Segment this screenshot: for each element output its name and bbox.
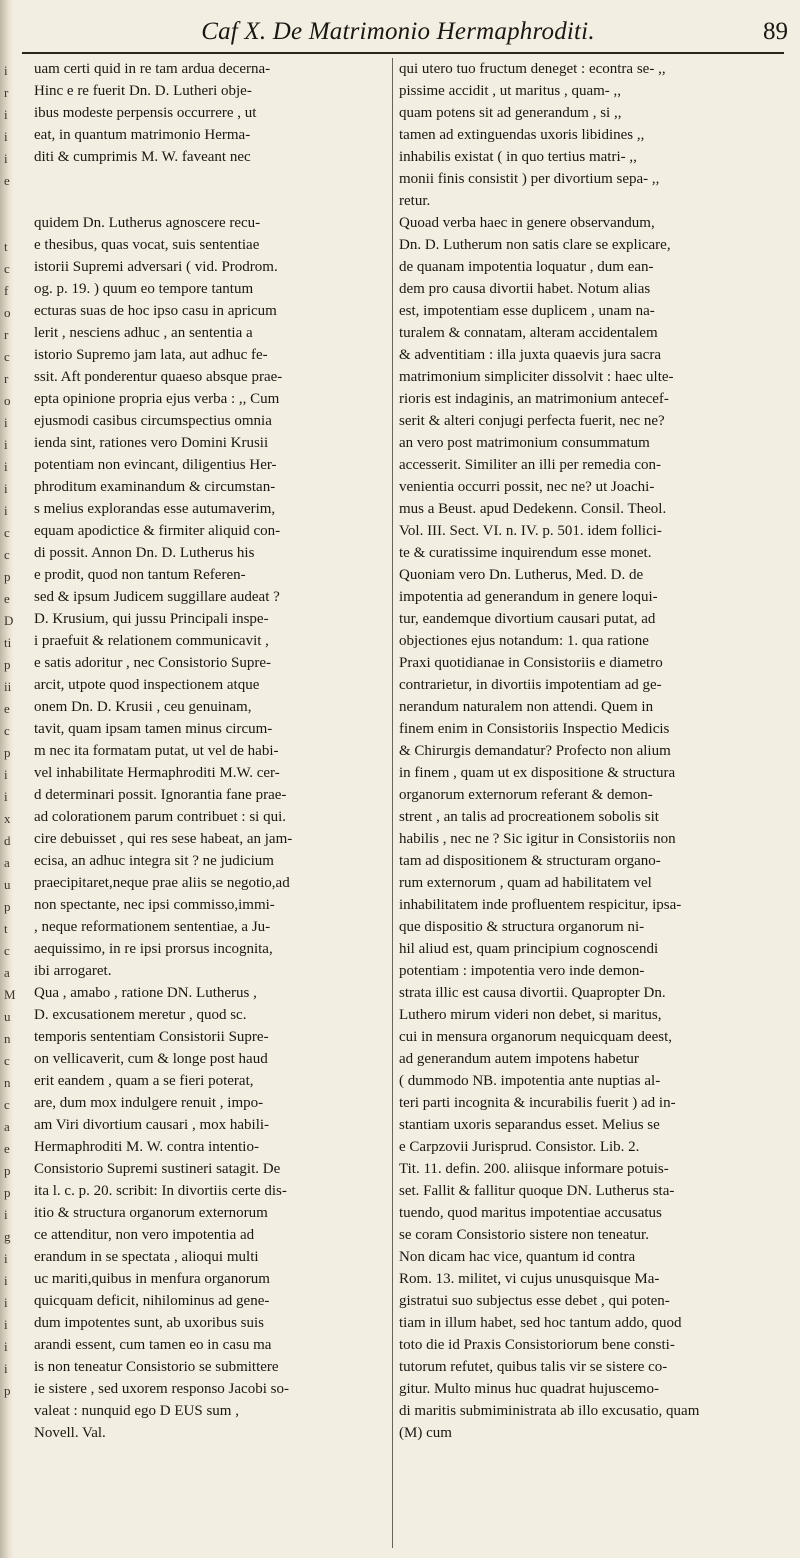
right-text-line: & Chirurgis demandatur? Profecto non alium: [399, 743, 671, 759]
left-text-line: Qua , amabo , ratione DN. Lutherus ,: [34, 985, 257, 1001]
left-text-line: aequissimo, in re ipsi prorsus incognita,: [34, 941, 273, 957]
left-text-line: og. p. 19. ) quum eo tempore tantum: [34, 281, 254, 297]
right-text-line: matrimonium simpliciter dissolvit : haec ulte-: [399, 369, 674, 385]
margin-letter: r: [4, 371, 9, 386]
right-text-line: qui utero tuo fructum deneget : econtra se- ,,: [399, 61, 666, 77]
left-text-line: onem Dn. D. Krusii , ceu genuinam,: [34, 699, 252, 715]
margin-letter: x: [4, 811, 11, 826]
left-text-line: ejusmodi casibus circumspectius omnia: [34, 413, 272, 429]
left-text-line: vel inhabilitate Hermaphroditi M.W. cer-: [34, 765, 280, 781]
left-text-line: ibi arrogaret.: [34, 963, 112, 979]
right-text-line: organorum externorum referant & demon-: [399, 787, 653, 803]
right-text-line: tur, eandemque divortium causari putat, ad: [399, 611, 656, 627]
right-text-line: accesserit. Similiter an illi per remedia con-: [399, 457, 661, 473]
right-text-line: strata illic est causa divortii. Quapropter Dn.: [399, 985, 666, 1001]
margin-letter: ii: [4, 679, 12, 694]
left-text-line: [20, 168, 386, 190]
right-text-line: Rom. 13. militet, vi cujus unusquisque Ma-: [399, 1271, 660, 1287]
left-text-line: Consistorio Supremi sustineri satagit. De: [34, 1161, 281, 1177]
left-text-line: [20, 190, 386, 212]
left-text-line: ce attenditur, non vero impotentia ad: [34, 1227, 255, 1243]
left-text-line: dum impotentes sunt, ab uxoribus suis: [34, 1315, 264, 1331]
left-text-line: ad colorationem parum contribuet : si qui.: [34, 809, 287, 825]
margin-letter: ti: [4, 635, 12, 650]
margin-letter: i: [4, 503, 8, 518]
right-text-line: mus a Beust. apud Dedekenn. Consil. Theol.: [399, 501, 667, 517]
right-text-line: tutorum refutet, quibus talis vir se sistere co-: [399, 1359, 668, 1375]
left-text-line: Hinc e re fuerit Dn. D. Lutheri obje-: [34, 83, 252, 99]
margin-letter: o: [4, 305, 11, 320]
margin-letter: c: [4, 547, 10, 562]
margin-letter: c: [4, 349, 10, 364]
left-text-line: ssit. Aft ponderentur quaeso absque prae-: [34, 369, 283, 385]
left-text-line: quicquam deficit, nihilominus ad gene-: [34, 1293, 270, 1309]
right-text-line: e Carpzovii Jurisprud. Consistor. Lib. 2.: [399, 1139, 640, 1155]
margin-letter: i: [4, 1317, 8, 1332]
margin-letter: a: [4, 1119, 10, 1134]
right-text-line: Vol. III. Sect. VI. n. IV. p. 501. idem follici-: [399, 523, 662, 539]
left-text-line: istorii Supremi adversari ( vid. Prodrom.: [34, 259, 278, 275]
margin-letter: c: [4, 1053, 10, 1068]
margin-letter: i: [4, 481, 8, 496]
right-text-line: toto die id Praxis Consistoriorum bene consti-: [399, 1337, 675, 1353]
margin-letter: e: [4, 591, 10, 606]
page-number: 89: [763, 18, 788, 45]
left-text-line: on vellicaverit, cum & longe post haud: [34, 1051, 268, 1067]
left-text-line: Hermaphroditi M. W. contra intentio-: [34, 1139, 259, 1155]
right-text-line: que dispositio & structura organorum ni-: [399, 919, 645, 935]
left-text-line: Novell. Val.: [34, 1425, 106, 1441]
left-text-line: itio & structura organorum externorum: [34, 1205, 268, 1221]
right-text-line: retur.: [399, 193, 431, 209]
left-text-column: [20, 58, 386, 1444]
cropped-margin-letters: [4, 60, 18, 1402]
left-text-line: epta opinione propria ejus verba : ,, Cum: [34, 391, 280, 407]
right-text-line: quam potens sit ad generandum , si ,,: [399, 105, 622, 121]
left-text-line: tavit, quam ipsam tamen minus circum-: [34, 721, 273, 737]
right-text-line: tam ad dispositionem & structuram organo-: [399, 853, 661, 869]
margin-letter: f: [4, 283, 9, 298]
margin-letter: i: [4, 129, 8, 144]
margin-letter: p: [4, 1163, 11, 1178]
left-text-line: di possit. Annon Dn. D. Lutherus his: [34, 545, 255, 561]
left-text-line: i praefuit & relationem communicavit ,: [34, 633, 269, 649]
left-text-line: erit eandem , quam a se fieri poterat,: [34, 1073, 254, 1089]
margin-letter: i: [4, 767, 8, 782]
left-text-line: ibus modeste perpensis occurrere , ut: [34, 105, 257, 121]
right-text-line: serit & alteri conjugi perfecta fuerit, nec ne?: [399, 413, 665, 429]
right-text-line: pissime accidit , ut maritus , quam- ,,: [399, 83, 622, 99]
margin-letter: n: [4, 1075, 11, 1090]
left-text-line: lerit , nesciens adhuc , an sententia a: [34, 325, 253, 341]
right-text-line: potentiam : impotentia vero inde demon-: [399, 963, 645, 979]
right-text-line: nerandum naturalem non attendi. Quem in: [399, 699, 654, 715]
left-text-line: ienda sint, rationes vero Domini Krusii: [34, 435, 269, 451]
margin-letter: p: [4, 569, 11, 584]
left-text-line: ie sistere , sed uxorem responso Jacobi so-: [34, 1381, 289, 1397]
margin-letter: i: [4, 151, 8, 166]
right-text-line: objectiones ejus notandum: 1. qua ratione: [399, 633, 649, 649]
margin-letter: M: [4, 987, 16, 1002]
right-text-line: Praxi quotidianae in Consistoriis e diametro: [399, 655, 663, 671]
right-text-line: dem pro causa divortii habet. Notum alias: [399, 281, 651, 297]
margin-letter: c: [4, 525, 10, 540]
right-text-line: Dn. D. Lutherum non satis clare se explicare,: [399, 237, 671, 253]
right-text-line: inhabilitatem inde profluentem respicitur, ipsa-: [399, 897, 682, 913]
margin-letter: t: [4, 921, 8, 936]
right-text-line: set. Fallit & fallitur quoque DN. Lutherus sta-: [399, 1183, 675, 1199]
left-text-line: uc mariti,quibus in menfura organorum: [34, 1271, 270, 1287]
left-text-line: are, dum mox indulgere renuit , impo-: [34, 1095, 264, 1111]
margin-letter: p: [4, 899, 11, 914]
left-text-line: potentiam non evincant, diligentius Her-: [34, 457, 277, 473]
margin-letter: i: [4, 63, 8, 78]
margin-letter: c: [4, 723, 10, 738]
margin-letter: u: [4, 1009, 11, 1024]
margin-letter: i: [4, 459, 8, 474]
left-text-line: phroditum examinandum & circumstan-: [34, 479, 276, 495]
margin-letter: e: [4, 701, 10, 716]
margin-letter: r: [4, 85, 9, 100]
margin-letter: p: [4, 1383, 11, 1398]
left-text-line: s melius explorandas esse autumaverim,: [34, 501, 276, 517]
right-text-line: gistratui suo subjectus esse debet , qui poten-: [399, 1293, 670, 1309]
right-text-line: inhabilis existat ( in quo tertius matri- ,,: [399, 149, 637, 165]
margin-letter: d: [4, 833, 11, 848]
left-text-line: e thesibus, quas vocat, suis sententiae: [34, 237, 260, 253]
right-text-line: tamen ad extinguendas uxoris libidines ,,: [399, 127, 645, 143]
margin-letter: [4, 214, 18, 236]
page-header: [88, 6, 788, 58]
right-text-line: turalem & connatam, alteram accidentalem: [399, 325, 658, 341]
left-text-line: d determinari possit. Ignorantia fane prae-: [34, 787, 287, 803]
left-text-line: , neque reformationem sententiae, a Ju-: [34, 919, 271, 935]
right-text-line: hil aliud est, quam principium cognoscendi: [399, 941, 659, 957]
margin-letter: i: [4, 1361, 8, 1376]
left-text-line: arandi essent, cum tamen eo in casu ma: [34, 1337, 272, 1353]
right-text-line: in finem , quam ut ex dispositione & structura: [399, 765, 676, 781]
margin-letter: i: [4, 1273, 8, 1288]
margin-letter: u: [4, 877, 11, 892]
margin-letter: n: [4, 1031, 11, 1046]
margin-letter: p: [4, 745, 11, 760]
right-text-line: Tit. 11. defin. 200. aliisque informare potuis-: [399, 1161, 669, 1177]
right-text-line: se coram Consistorio sistere non teneatur.: [399, 1227, 649, 1243]
left-text-line: e satis adoritur , nec Consistorio Supre-: [34, 655, 272, 671]
left-text-line: diti & cumprimis M. W. faveant nec: [34, 149, 251, 165]
right-text-line: tiam in illum habet, sed hoc tantum addo, quod: [399, 1315, 682, 1331]
margin-letter: i: [4, 437, 8, 452]
right-text-line: cui in mensura organorum nequicquam deest,: [399, 1029, 672, 1045]
margin-letter: g: [4, 1229, 11, 1244]
right-text-line: ( dummodo NB. impotentia ante nuptias al-: [399, 1073, 661, 1089]
right-text-line: di maritis submiministrata ab illo excusatio, quam: [399, 1403, 700, 1419]
right-text-line: & adventitiam : illa juxta quaevis jura sacra: [399, 347, 661, 363]
right-text-line: gitur. Multo minus huc quadrat hujuscemo-: [399, 1381, 659, 1397]
left-text-line: istorio Supremo jam lata, aut adhuc fe-: [34, 347, 268, 363]
right-text-line: contrarietur, in divortiis impotentiam ad ge-: [399, 677, 662, 693]
margin-letter: c: [4, 943, 10, 958]
right-text-line: venientia occurri possit, nec ne? ut Joachi-: [399, 479, 655, 495]
right-text-line: (M) cum: [399, 1425, 452, 1441]
left-text-line: cire debuisset , qui res sese habeat, an jam-: [34, 831, 293, 847]
left-text-line: uam certi quid in re tam ardua decerna-: [34, 61, 271, 77]
left-text-line: sed & ipsum Judicem suggillare audeat ?: [34, 589, 280, 605]
left-text-line: valeat : nunquid ego D EUS sum ,: [34, 1403, 239, 1419]
margin-letter: p: [4, 1185, 11, 1200]
left-text-line: D. Krusium, qui jussu Principali inspe-: [34, 611, 269, 627]
right-text-line: Quoniam vero Dn. Lutherus, Med. D. de: [399, 567, 644, 583]
left-text-line: erandum in se spectata , alioqui multi: [34, 1249, 259, 1265]
left-text-line: m nec ita formatam putat, ut vel de habi-: [34, 743, 279, 759]
margin-letter: i: [4, 1339, 8, 1354]
left-text-line: ita l. c. p. 20. scribit: In divortiis certe dis-: [34, 1183, 287, 1199]
right-text-line: stantiam uxoris separandus esset. Melius se: [399, 1117, 660, 1133]
margin-letter: e: [4, 1141, 10, 1156]
margin-letter: i: [4, 1295, 8, 1310]
margin-letter: i: [4, 789, 8, 804]
header-rule: [22, 52, 784, 54]
left-text-line: praecipitaret,neque prae aliis se negotio,ad: [34, 875, 290, 891]
left-text-line: eat, in quantum matrimonio Herma-: [34, 127, 251, 143]
left-text-line: e prodit, quod non tantum Referen-: [34, 567, 246, 583]
left-text-line: quidem Dn. Lutherus agnoscere recu-: [34, 215, 261, 231]
right-text-line: strent , an talis ad procreationem sobolis sit: [399, 809, 659, 825]
right-text-line: tuendo, quod maritus impotentiae accusatus: [399, 1205, 662, 1221]
right-text-line: habilis , nec ne ? Sic igitur in Consistoriis non: [399, 831, 676, 847]
left-text-line: ecturas suas de hoc ipso casu in apricum: [34, 303, 277, 319]
right-text-line: te & curatissime inquirendum esse monet.: [399, 545, 652, 561]
right-text-line: an vero post matrimonium consummatum: [399, 435, 650, 451]
left-text-line: ecisa, an adhuc integra sit ? ne judicium: [34, 853, 274, 869]
right-text-line: impotentia ad generandum in genere loqui-: [399, 589, 658, 605]
right-text-line: est, impotentiam esse duplicem , unam na-: [399, 303, 655, 319]
margin-letter: c: [4, 261, 10, 276]
margin-letter: e: [4, 173, 10, 188]
margin-letter: a: [4, 965, 10, 980]
right-text-line: ad generandum autem impotens habetur: [399, 1051, 639, 1067]
right-text-line: de quanam impotentia loquatur , dum ean-: [399, 259, 654, 275]
right-text-line: finem enim in Consistoriis Inspectio Medicis: [399, 721, 670, 737]
left-text-line: temporis sententiam Consistorii Supre-: [34, 1029, 269, 1045]
margin-letter: t: [4, 239, 8, 254]
margin-letter: i: [4, 415, 8, 430]
right-text-line: teri parti incognita & incurabilis fuerit ) ad in-: [399, 1095, 676, 1111]
left-text-line: D. excusationem meretur , quod sc.: [34, 1007, 247, 1023]
left-text-line: am Viri divortium causari , mox habili-: [34, 1117, 270, 1133]
margin-letter: o: [4, 393, 11, 408]
margin-letter: i: [4, 107, 8, 122]
left-text-line: non spectante, nec ipsi commisso,immi-: [34, 897, 275, 913]
left-text-line: is non teneatur Consistorio se submittere: [34, 1359, 279, 1375]
right-text-line: rioris est indaginis, an matrimonium antecef-: [399, 391, 669, 407]
margin-letter: D: [4, 613, 14, 628]
margin-letter: r: [4, 327, 9, 342]
right-text-line: monii finis consistit ) per divortium sepa- ,,: [399, 171, 660, 187]
margin-letter: c: [4, 1097, 10, 1112]
left-text-line: arcit, utpote quod inspectionem atque: [34, 677, 260, 693]
left-text-line: equam apodictice & firmiter aliquid con-: [34, 523, 281, 539]
margin-letter: a: [4, 855, 10, 870]
right-text-line: Non dicam hac vice, quantum id contra: [399, 1249, 636, 1265]
column-divider: [392, 58, 393, 1548]
margin-letter: i: [4, 1251, 8, 1266]
margin-letter: [4, 192, 18, 214]
right-text-line: rum externorum , quam ad habilitatem vel: [399, 875, 652, 891]
margin-letter: p: [4, 657, 11, 672]
right-text-line: Luthero mirum videri non debet, si maritus,: [399, 1007, 662, 1023]
right-text-line: Quoad verba haec in genere observandum,: [399, 215, 655, 231]
right-text-column: [399, 58, 785, 1444]
margin-letter: i: [4, 1207, 8, 1222]
running-title: Caf X. De Matrimonio Hermaphroditi.: [201, 18, 595, 45]
